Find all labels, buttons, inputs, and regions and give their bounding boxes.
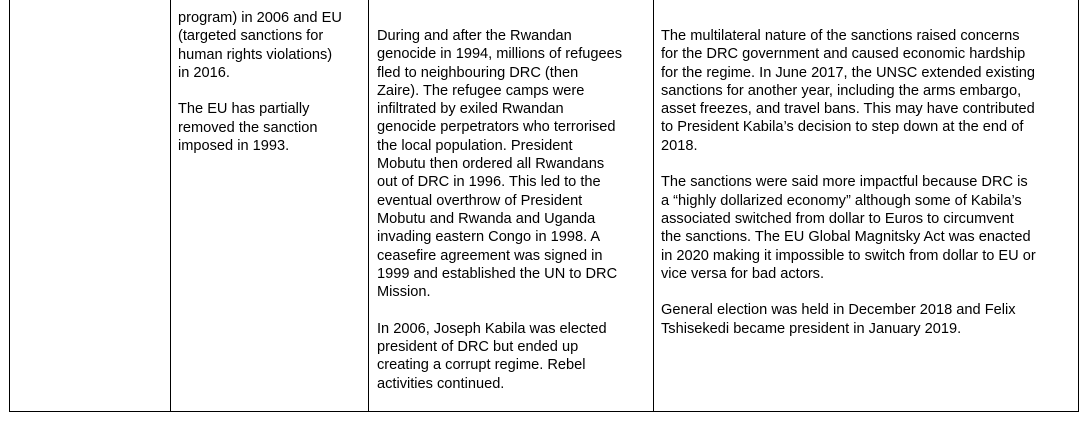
cell-paragraph: program) in 2006 and EU (targeted sanctions for human rights violations) in 2016. bbox=[178, 10, 342, 81]
cell-paragraph: The sanctions were said more impactful because DRC is a “highly dollarized economy” although some of Kabila’s associated switched from dollar to Euros to circumvent the sanctions. The EU Global Magnitsky Act was enacted in 2020 making it impossible to switch from dollar to EU or vice versa for bad actors. bbox=[661, 174, 1036, 282]
cell-paragraph: The EU has partially removed the sanction imposed in 1993. bbox=[178, 101, 318, 155]
table-row bbox=[10, 0, 1079, 412]
table-cell-sanctions-status bbox=[171, 0, 369, 412]
cell-paragraph: In 2006, Joseph Kabila was elected president of DRC but ended up creating a corrupt regime. Rebel activities continued. bbox=[377, 320, 607, 392]
cell-paragraph: General election was held in December 2018 and Felix Tshisekedi became president in January 2019. bbox=[661, 302, 1016, 337]
table-cell-empty bbox=[10, 0, 171, 412]
table-cell-impact bbox=[654, 0, 1079, 412]
cell-paragraph: The multilateral nature of the sanctions raised concerns for the DRC government and caused economic hardship for the regime. In June 2017, the UNSC extended existing sanctions for another year, including the arms embargo, asset freezes, and travel bans. This may have contributed to President Kabila’s decision to step down at the end of 2018. bbox=[661, 28, 1035, 154]
table-cell-background bbox=[369, 0, 654, 412]
sanctions-table bbox=[9, 0, 1079, 412]
cell-paragraph: During and after the Rwandan genocide in 1994, millions of refugees fled to neighbouring DRC (then Zaire). The refugee camps were infiltrated by exiled Rwandan genocide perpetrators who terrorised the local population. President Mobutu then ordered all Rwandans out of DRC in 1996. This led to the eventual overthrow of President Mobutu and Rwanda and Uganda invading eastern Congo in 1998. A ceasefire agreement was signed in 1999 and established the UN to DRC Mission. bbox=[377, 28, 623, 301]
